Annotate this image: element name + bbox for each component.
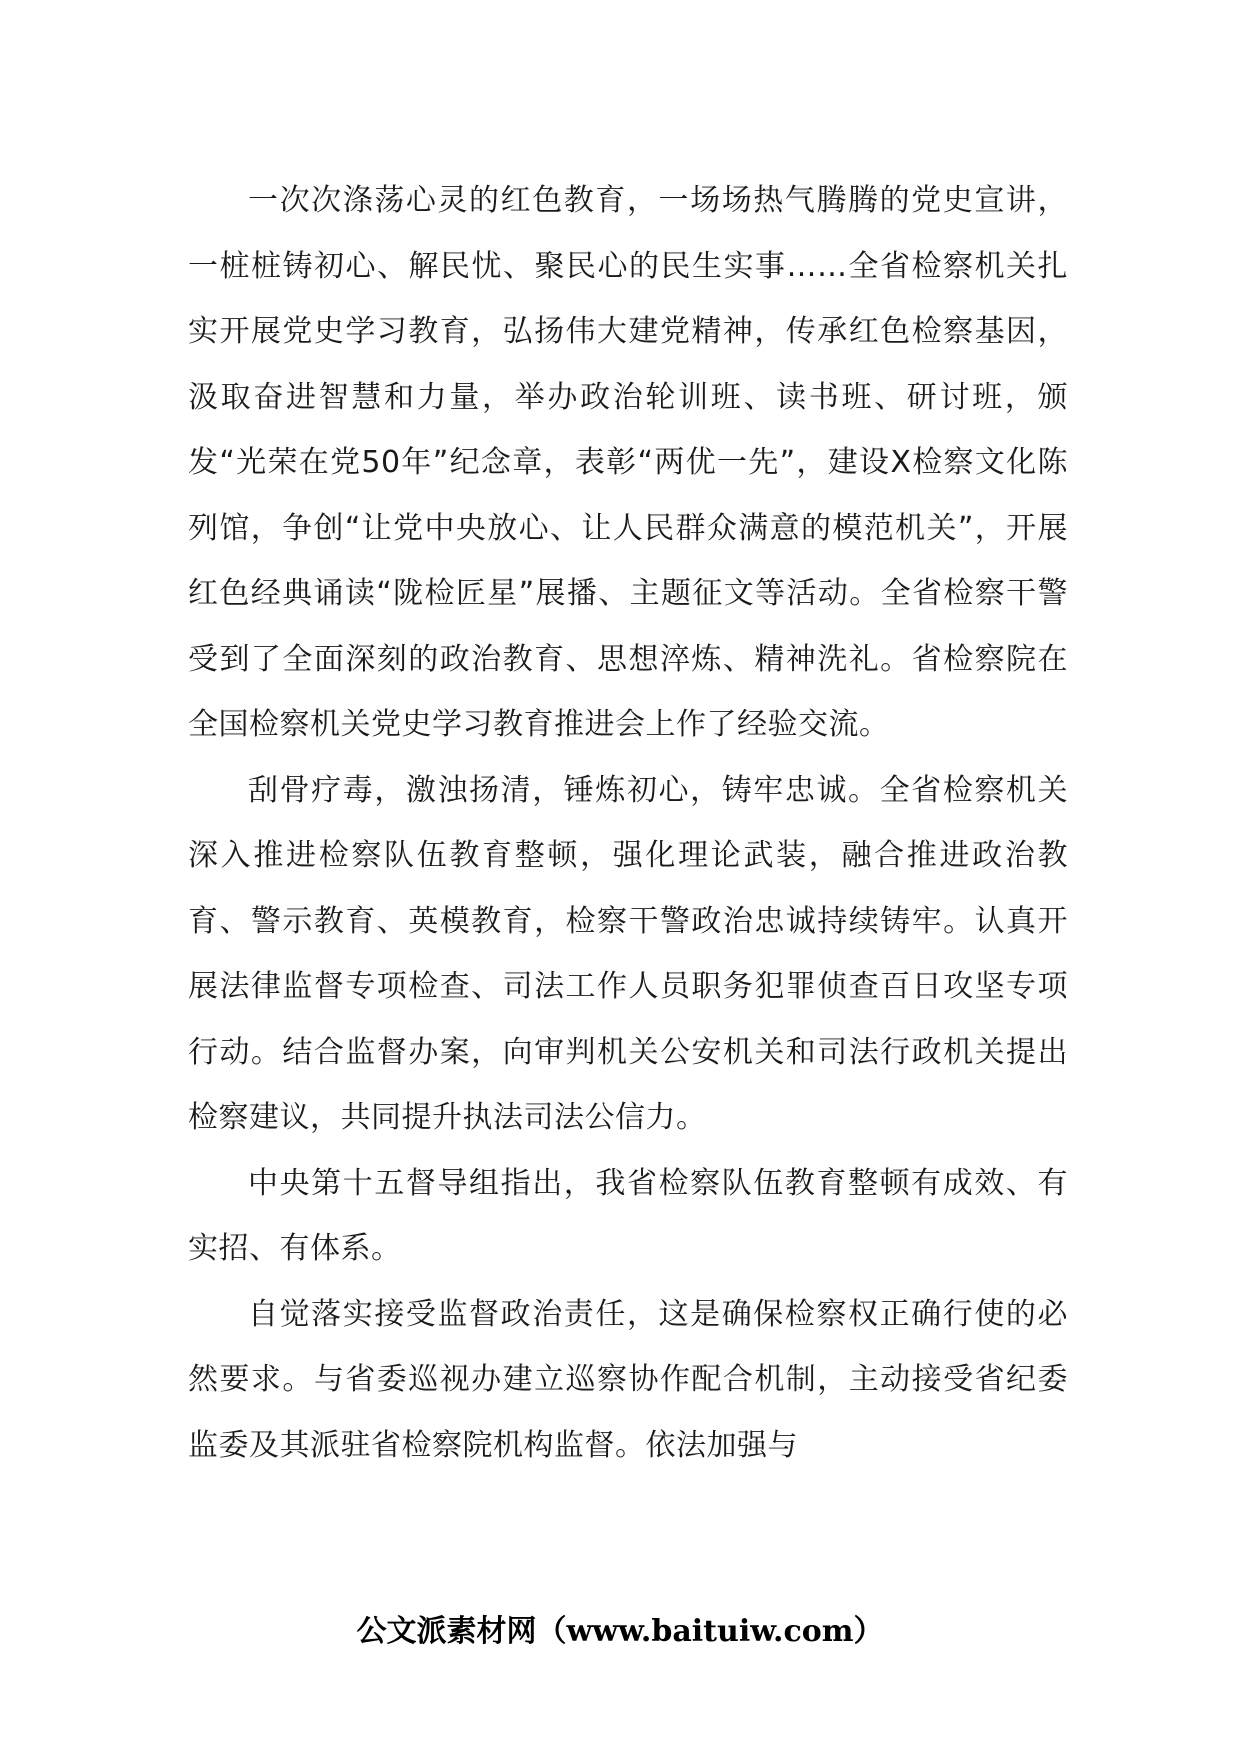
- paragraph-red-education: 一次次涤荡心灵的红色教育，一场场热气腾腾的党史宣讲，一桩桩铸初心、解民忧、聚民心的民生实事……全省检察机关扎实开展党史学习教育，弘扬伟大建党精神，传承红色检察基因，汲取奋进智慧和力量，举办政治轮训班、读书班、研讨班，颁发“光荣在党50年”纪念章，表彰“两优一先”，建设X检察文化陈列馆，争创“让党中央放心、让人民群众满意的模范机关”，开展红色经典诵读“陇检匠星”展播、主题征文等活动。全省检察干警受到了全面深刻的政治教育、思想淬炼、精神洗礼。省检察院在全国检察机关党史学习教育推进会上作了经验交流。: [188, 183, 1068, 742]
- paragraph-inspection-group: 中央第十五督导组指出，我省检察队伍教育整顿有成效、有实招、有体系。: [188, 1165, 1068, 1266]
- page-footer-source: 公文派素材网（www.baituiw.com）: [356, 1614, 884, 1649]
- paragraph-supervision: 自觉落实接受监督政治责任，这是确保检察权正确行使的必然要求。与省委巡视办建立巡察协作配合机制，主动接受省纪委监委及其派驻省检察院机构监督。依法加强与: [188, 1296, 1068, 1463]
- paragraph-team-rectification: 刮骨疗毒，激浊扬清，锤炼初心，铸牢忠诚。全省检察机关深入推进检察队伍教育整顿，强化理论武装，融合推进政治教育、警示教育、英模教育，检察干警政治忠诚持续铸牢。认真开展法律监督专项检查、司法工作人员职务犯罪侦查百日攻坚专项行动。结合监督办案，向审判机关公安机关和司法行政机关提出检察建议，共同提升执法司法公信力。: [188, 772, 1068, 1135]
- document-body: [188, 168, 1068, 1478]
